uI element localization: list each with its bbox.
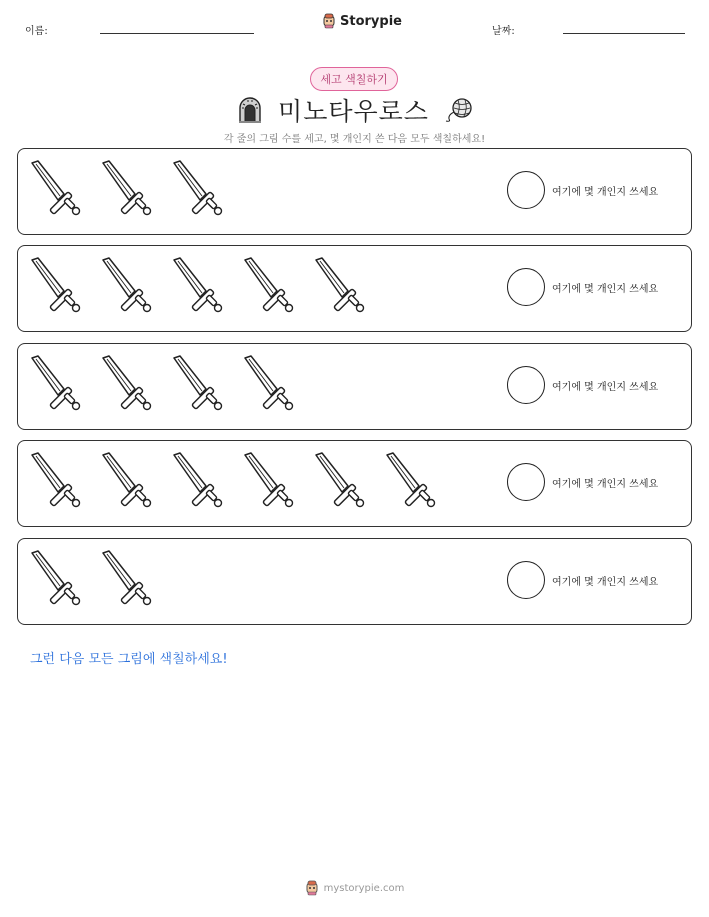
brand-name: Storypie bbox=[340, 13, 402, 29]
sword-icon[interactable] bbox=[99, 450, 155, 510]
title-row bbox=[0, 92, 709, 128]
sword-icon[interactable] bbox=[312, 255, 368, 315]
name-line[interactable] bbox=[100, 33, 254, 34]
sword-icon[interactable] bbox=[28, 450, 84, 510]
sword-icon[interactable] bbox=[28, 158, 84, 218]
sword-icon[interactable] bbox=[170, 255, 226, 315]
answer-circle[interactable] bbox=[507, 463, 545, 501]
answer-label: 여기에 몇 개인지 쓰세요 bbox=[552, 479, 659, 490]
sword-icon[interactable] bbox=[241, 450, 297, 510]
sword-icon[interactable] bbox=[99, 353, 155, 413]
answer-label: 여기에 몇 개인지 쓰세요 bbox=[552, 187, 659, 198]
answer-label: 여기에 몇 개인지 쓰세요 bbox=[552, 382, 659, 393]
date-label: 날짜: bbox=[492, 26, 515, 37]
sword-icon[interactable] bbox=[28, 353, 84, 413]
closing-instruction: 그런 다음 모든 그림에 색칠하세요! bbox=[30, 652, 228, 667]
sword-icon[interactable] bbox=[312, 450, 368, 510]
count-row-3 bbox=[17, 343, 692, 430]
sword-icon[interactable] bbox=[170, 353, 226, 413]
instructions: 각 줄의 그림 수를 세고, 몇 개인지 쓴 다음 모두 색칠하세요! bbox=[223, 134, 486, 145]
answer-label: 여기에 몇 개인지 쓰세요 bbox=[552, 577, 659, 588]
storypie-mascot-icon bbox=[322, 13, 336, 29]
answer-circle[interactable] bbox=[507, 268, 545, 306]
sword-icon[interactable] bbox=[241, 255, 297, 315]
yarn-ball-icon bbox=[443, 97, 473, 123]
storypie-mascot-icon bbox=[305, 880, 319, 896]
sword-icon[interactable] bbox=[170, 158, 226, 218]
sword-icon[interactable] bbox=[99, 158, 155, 218]
site-url: mystorypie.com bbox=[323, 882, 405, 894]
sword-icon[interactable] bbox=[99, 548, 155, 608]
date-line[interactable] bbox=[563, 33, 685, 34]
answer-label: 여기에 몇 개인지 쓰세요 bbox=[552, 284, 659, 295]
name-label: 이름: bbox=[25, 26, 48, 37]
sword-icon[interactable] bbox=[99, 255, 155, 315]
count-row-4 bbox=[17, 440, 692, 527]
count-row-1 bbox=[17, 148, 692, 235]
answer-circle[interactable] bbox=[507, 561, 545, 599]
answer-circle[interactable] bbox=[507, 171, 545, 209]
brand-logo bbox=[322, 13, 402, 29]
sword-icon[interactable] bbox=[28, 548, 84, 608]
labyrinth-door-icon bbox=[236, 96, 264, 124]
sword-icon[interactable] bbox=[383, 450, 439, 510]
sword-icon[interactable] bbox=[28, 255, 84, 315]
answer-circle[interactable] bbox=[507, 366, 545, 404]
count-row-5 bbox=[17, 538, 692, 625]
sword-icon[interactable] bbox=[241, 353, 297, 413]
site-footer bbox=[0, 880, 709, 896]
activity-badge: 세고 색칠하기 bbox=[310, 67, 398, 91]
page-title: 미노타우로스 bbox=[278, 97, 429, 126]
count-row-2 bbox=[17, 245, 692, 332]
sword-icon[interactable] bbox=[170, 450, 226, 510]
